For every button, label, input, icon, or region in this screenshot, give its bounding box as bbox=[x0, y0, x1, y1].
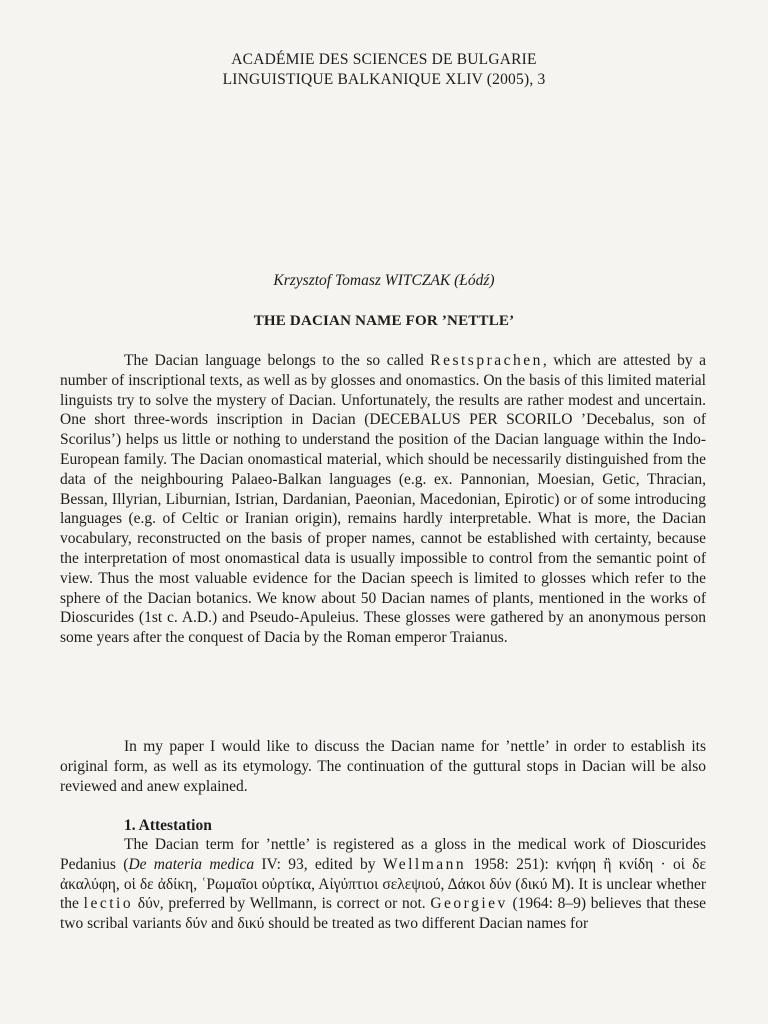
paragraph-3 bbox=[60, 835, 706, 934]
para3-text-i: (1964: 8–9) believes that these two scribal variants δύν and δικύ should be treated as two different Dacian names for bbox=[60, 895, 706, 933]
para3-text-c: IV: 93, edited by bbox=[254, 855, 383, 873]
paragraph-2 bbox=[60, 737, 706, 796]
article-title: THE DACIAN NAME FOR ’NETTLE’ bbox=[253, 313, 515, 329]
para1-text-a: The Dacian language belongs to the so called bbox=[124, 352, 431, 369]
para3-work-title: De materia medica bbox=[128, 855, 255, 873]
para3-lectio: lectio bbox=[83, 895, 134, 913]
para1-term: Restsprachen bbox=[430, 352, 543, 369]
para3-author-georgiev: Georgiev bbox=[430, 895, 508, 913]
para3-text-a: The Dacian term for ’nettle’ is registered as a gloss in the medical work of Dioscurides Pedanius ( bbox=[60, 836, 706, 873]
para2-text: In my paper I would like to discuss the Dacian name for ’nettle’ in order to establish its original form, as well as its etymology. The continuation of the guttural stops in Dacian will be also reviewed and anew explained. bbox=[60, 738, 706, 795]
header-line-2: LINGUISTIQUE BALKANIQUE XLIV (2005), 3 bbox=[222, 71, 546, 88]
para3-text-g: δύν, preferred by Wellmann, is correct or not. bbox=[133, 895, 431, 913]
para1-text-c: , which are attested by a number of inscriptional texts, as well as by glosses and onomastics. On the basis of this limited material linguists try to solve the mystery of Dacian. Unfortunately, the results are rather modest and uncertain. One short three-words inscription in Dacian (DECEBALUS PER SCORILO ’Decebalus, son of Scorilus’) helps us little or nothing to understand the position of the Dacian language within the Indo-European family. The Dacian onomastical material, which should be necessarily distinguished from the data of the neighbouring Palaeo-Balkan languages (e.g. ex. Pannonian, Moesian, Getic, Thracian, Bessan, Illyrian, Liburnian, Istrian, Dardanian, Paeonian, Macedonian, Epirotic) or of some introducing languages (e.g. of Celtic or Iranian origin), remains hardly interpretable. What is more, the Dacian vocabulary, reconstructed on the basis of proper names, cannot be established with certainty, because the interpretation of most onomastical data is usually impossible to control from the semantic point of view. Thus the most valuable evidence for the Dacian speech is limited to glosses which refer to the sphere of the Dacian botanics. We know about 50 Dacian names of plants, mentioned in the works of Dioscurides (1st c. A.D.) and Pseudo-Apuleius. These glosses were gathered by an anonymous person some years after the conquest of Dacia by the Roman emperor Traianus. bbox=[60, 352, 706, 647]
para3-text-e: 1958: 251): κνήφη ἢ κνίδη · οἱ δε ἀκαλύφη, οἱ δε ἀδίκη, ʿΡωμαῖοι οὐρτίκα, Αἰγύπτιοι σελεψιού, Δάκοι δύν (δικύ M). It is unclear whether the bbox=[60, 855, 706, 913]
header-line-1: ACADÉMIE DES SCIENCES DE BULGARIE bbox=[231, 51, 537, 68]
journal-header bbox=[0, 50, 768, 90]
paragraph-1 bbox=[60, 351, 706, 648]
author-line: Krzysztof Tomasz WITCZAK (Łódź) bbox=[273, 272, 495, 289]
section-heading: 1. Attestation bbox=[124, 817, 212, 834]
para3-author-wellmann: Wellmann bbox=[382, 855, 467, 873]
